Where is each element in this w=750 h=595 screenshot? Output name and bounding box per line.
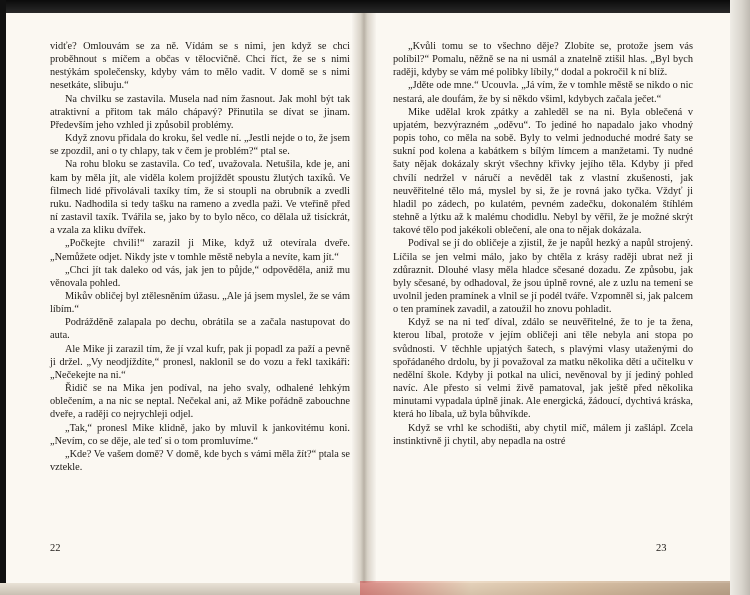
paragraph: Podrážděně zalapala po dechu, obrátila se a začala nastupovat do auta.	[50, 317, 350, 342]
paragraph: Mike udělal krok zpátky a zahleděl se na ni. Byla oblečená v upjatém, bezvýrazném „oděvu“. To jediné ho napadalo jako vhodný popis toho, co měla na sobě. Byly to velmi jednoduché modré šaty se sukní pod kolena a kabátkem s bílým límcem a manžetami. Ty nudné šaty nějak dokázaly skrýt všechny křivky jejího těla. Kdyby ji před chvílí nedržel v náručí a nevěděl tak z vlastní zkušenosti, jak neuvěřitelné tělo má, myslel by si, že je rovná jako tyčka. Vždyť ji hladil po zádech, po kulatém, pevném zadečku, dokonalém štíhlém stehně a lýtku až k malému chodidlu. Nebyl by věřil, že je možné skrýt takové tělo pod jakékoli oblečení, ale ona to nějak dokázala.	[393, 106, 693, 237]
page-number-left: 22	[50, 543, 61, 554]
paragraph: Když znovu přidala do kroku, šel vedle ní. „Jestli nejde o to, že jsem se zpozdil, ani o ty chlapy, tak v čem je problém?“ ptal se.	[50, 133, 350, 158]
left-page-text	[50, 40, 350, 474]
paragraph: Když se vrhl ke schodišti, aby chytil míč, málem ji zašlápl. Zcela instinktivně ji chytil, aby nepadla na ostré	[393, 422, 693, 447]
page-stack-edge	[730, 0, 750, 595]
paragraph: Ale Mike ji zarazil tím, že jí vzal kufr, pak ji popadl za paží a pevně ji držel. „Vy neodjíždíte,“ pronesl, naklonil se do vozu a řekl taxikáři: „Nečekejte na ni.“	[50, 343, 350, 381]
cover-edge-strip	[360, 581, 730, 595]
paragraph: „Chci jít tak daleko od vás, jak jen to půjde,“ odpověděla, aniž mu věnovala pohled.	[50, 264, 350, 289]
paragraph: Když se na ni teď díval, zdálo se neuvěřitelné, že to je ta žena, kterou líbal, protože v jejím obličeji ani těle nebyla ani stopa po svůdnosti. V těchhle upjatých šatech, s plavými vlasy utaženými do spořádaného drdolu, by ji považoval za matku několika dětí a učitelku v nedělní škole. Kdyby ji potkal na ulici, nevěnoval by jí jediný pohled navíc. Ale přesto si velmi živě pamatoval, jak ještě před několika minutami vypadala úplně jinak. Ale energická, žádoucí, dychtivá kráska, která ho líbala, už byla bůhvíkde.	[393, 317, 693, 421]
paragraph: Mikův obličej byl ztělesněním úžasu. „Ale já jsem myslel, že se vám líbím.“	[50, 290, 350, 316]
page-number-right: 23	[656, 543, 667, 554]
paragraph: „Počkejte chvili!“ zarazil ji Mike, když už otevírala dveře. „Nemůžete odjet. Nikdy jste v tomhle městě nebyla a nevíte, kam jít.“	[50, 238, 350, 263]
paragraph: Na rohu bloku se zastavila. Co teď, uvažovala. Netušila, kde je, ani kam by měla jít, ale viděla kolem projíždět spoustu žlutých taxíků. Ve filmech lidé přivolávali taxíky tím, že si stoupli na obrubník a zvedli ruku. Nadhodila si tedy tašku na rameno a zvedla paži. Ve vteřině před ní zastavil taxík. Tvářila se, jako by to bylo něco, co dělala už tisíckrát, a vzala za kliku dvířek.	[50, 159, 350, 237]
paragraph: vidťe? Omlouvám se za ně. Vídám se s nimi, jen když se chci proběhnout s míčem a občas v tělocvičně. Chci říct, že se s nimi nestýkám společensky, kdyby vám to mělo vadit. V domě se s nimi nesetkáte, slibuju.“	[50, 41, 350, 92]
right-page-text	[393, 40, 693, 448]
scan-top-edge	[0, 0, 750, 13]
book-gutter	[352, 13, 376, 583]
paragraph: Řidič se na Mika jen podíval, na jeho svaly, odhalené lehkým oblečením, a na nic se neptal. Nečekal ani, až Mike pořádně zabouchne dveře, a raději co nejrychleji odjel.	[50, 383, 350, 421]
paragraph: „Jděte ode mne.“ Ucouvla. „Já vím, že v tomhle městě se nikdo o nic nestará, ale doufám, že by si někdo všiml, kdybych začala ječet.“	[393, 80, 693, 105]
paragraph: „Tak,“ pronesl Mike klidně, jako by mluvil k jankovitému koni. „Nevím, co se děje, ale teď si o tom promluvíme.“	[50, 422, 350, 447]
scan-left-edge	[0, 0, 6, 595]
paragraph: „Kde? Ve vašem domě? V domě, kde bych s vámi měla žít?“ ptala se vztekle.	[50, 448, 350, 473]
paragraph: Podíval se jí do obličeje a zjistil, že je napůl hezký a napůl strojený. Líčila se jen velmi málo, jako by chtěla z krásy raději ubrat než ji zdůraznit. Dlouhé vlasy měla hladce sčesané dozadu. Ze způsobu, jak byly sčesané, by odhadoval, že jsou úplně rovné, ale z uzlu na temeni se uvolnil jeden pramínek a vlnil se jí podél tváře. Vzpomněl si, jak palcem o ten pramínek zavadil, a zatoužil ho znovu pohladit.	[393, 238, 693, 316]
paragraph: „Kvůli tomu se to všechno děje? Zlobíte se, protože jsem vás políbil?“ Pomalu, něžně se na ni usmál a znatelně ztišil hlas. „Byl bych raději, kdyby se vám mé polibky líbily,“ dodal a pokročil k ní blíž.	[393, 41, 693, 79]
paragraph: Na chvilku se zastavila. Musela nad ním žasnout. Jak mohl být tak atraktivní a přitom tak málo chápavý? Přinutila se dívat se jinam. Především jeho vzhled ji způsobil problémy.	[50, 93, 350, 131]
